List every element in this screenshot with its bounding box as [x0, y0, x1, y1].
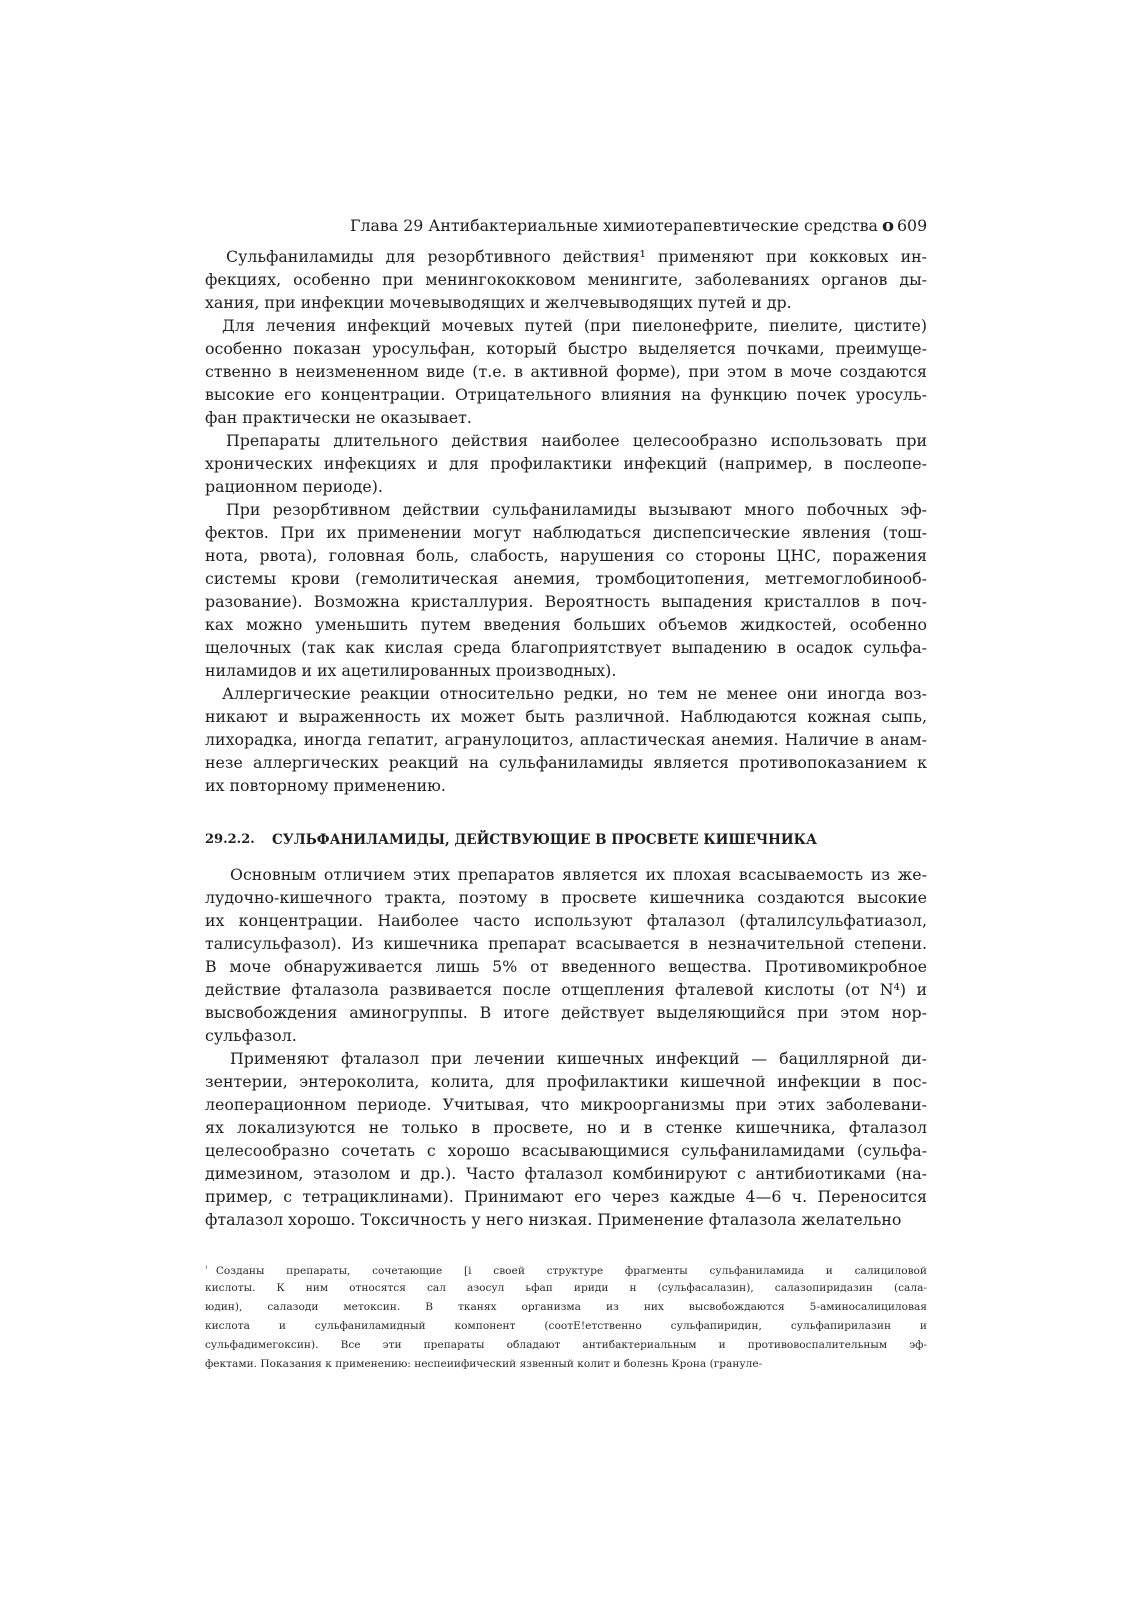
- footnote-line: кислота и сульфаниламидный компонент (соотЕ!етственно сульфапиридин, сульфапирилазин и: [205, 1320, 927, 1332]
- text-line: ках можно уменьшить путем введения больших объемов жидкостей, особенно: [205, 615, 927, 634]
- text-line: действие фталазола развивается после отщепления фталевой кислоты (от N⁴) и: [205, 980, 927, 999]
- text-line: особенно показан уросульфан, который быстро выделяется почками, преимуще-: [205, 339, 927, 358]
- page-number: 609: [896, 216, 928, 235]
- text-line: ниламидов и их ацетилированных производных).: [205, 661, 617, 680]
- text-line: незе аллергических реакций на сульфаниламиды является противопоказанием к: [205, 753, 927, 772]
- text-line: их повторному применению.: [205, 776, 446, 795]
- running-title: Глава 29 Антибактериальные химиотерапевтические средства: [350, 216, 878, 235]
- text-line: фекциях, особенно при менингококковом менингите, заболеваниях органов ды-: [205, 270, 927, 289]
- separator-mark: о: [881, 215, 894, 236]
- text-line: фталазол хорошо. Токсичность у него низкая. Применение фталазола желательно: [205, 1210, 902, 1229]
- running-header: [350, 213, 927, 239]
- text-line: рационном периоде).: [205, 477, 383, 496]
- text-line: высокие его концентрации. Отрицательного влияния на функцию почек уросуль-: [205, 385, 927, 404]
- text-line: хронических инфекциях и для профилактики инфекций (например, в послеопе-: [205, 454, 927, 473]
- text-line: Основным отличием этих препаратов является их плохая всасываемость из же-: [230, 865, 927, 884]
- text-line: лудочно-кишечного тракта, поэтому в просвете кишечника создаются высокие: [205, 888, 927, 907]
- text-line: фектов. При их применении могут наблюдаться диспепсические явления (тош-: [205, 523, 927, 542]
- footnote-text: Созданы препараты, сочетающие [i своей структуре фрагменты сульфаниламида и салициловой: [215, 1265, 927, 1277]
- footnote-line: фектами. Показания к применению: неспеиифический язвенный колит и болезнь Крона (грануле-: [205, 1358, 763, 1370]
- footnote-line: юдин), салазоди метоксин. В тканях организма из них высвобождаются 5-аминосалициловая: [205, 1301, 927, 1313]
- text-line: пример, с тетрациклинами). Принимают его через каждые 4—6 ч. Переносится: [205, 1187, 927, 1206]
- text-line: целесообразно сочетать с хорошо всасывающимися сульфаниламидами (сульфа-: [205, 1141, 927, 1160]
- footnote-line: [205, 1261, 927, 1278]
- text-line: их концентрации. Наиболее часто используют фталазол (фталилсульфатиазол,: [205, 911, 927, 930]
- text-line: зентерии, энтероколита, колита, для профилактики кишечной инфекции в пос-: [205, 1072, 927, 1091]
- text-line: сульфазол.: [205, 1026, 297, 1045]
- text-line: димезином, этазолом и др.). Часто фталазол комбинируют с антибиотиками (на-: [205, 1164, 927, 1183]
- text-line: Применяют фталазол при лечении кишечных инфекций — бациллярной ди-: [230, 1049, 927, 1068]
- text-line: Аллергические реакции относительно редки, но тем не менее они иногда воз-: [222, 684, 927, 703]
- text-line: леоперационном периоде. Учитывая, что микроорганизмы при этих заболевани-: [205, 1095, 927, 1114]
- text-line: фан практически не оказывает.: [205, 408, 472, 427]
- text-line: При резорбтивном действии сульфаниламиды вызывают много побочных эф-: [226, 500, 927, 519]
- section-title: СУЛЬФАНИЛАМИДЫ, ДЕЙСТВУЮЩИЕ В ПРОСВЕТЕ КИШЕЧНИКА: [272, 832, 817, 848]
- text-line: Сульфаниламиды для резорбтивного действия¹ применяют при кокковых ин-: [226, 247, 927, 266]
- text-line: Для лечения инфекций мочевых путей (при пиелонефрите, пиелите, цистите): [222, 316, 927, 335]
- text-line: разование). Возможна кристаллурия. Вероятность выпадения кристаллов в поч-: [205, 592, 927, 611]
- footnote-line: сульфадимегоксин). Все эти препараты обладают антибактериальным и противовоспалительным эф-: [205, 1339, 927, 1351]
- text-line: талисульфазол). Из кишечника препарат всасывается в незначительной степени.: [205, 934, 927, 953]
- text-line: щелочных (так как кислая среда благоприятствует выпадению в осадок сульфа-: [205, 638, 927, 657]
- text-line: никают и выраженность их может быть различной. Наблюдаются кожная сыпь,: [205, 707, 927, 726]
- text-line: системы крови (гемолитическая анемия, тромбоцитопения, метгемоглобинооб-: [205, 569, 927, 588]
- text-line: ях локализуются не только в просвете, но и в стенке кишечника, фталазол: [205, 1118, 927, 1137]
- text-line: лихорадка, иногда гепатит, агранулоцитоз, апластическая анемия. Наличие в анам-: [205, 730, 927, 749]
- text-line: нота, рвота), головная боль, слабость, нарушения со стороны ЦНС, поражения: [205, 546, 927, 565]
- text-line: хания, при инфекции мочевыводящих и желчевыводящих путей и др.: [205, 293, 792, 312]
- text-line: Препараты длительного действия наиболее целесообразно использовать при: [226, 431, 927, 450]
- text-line: ственно в неизмененном виде (т.е. в активной форме), при этом в моче создаются: [205, 362, 927, 381]
- footnote-line: кислоты. К ним относятся сал азосул ьфап ириди н (сульфасалазин), салазопиридазин (сала-: [205, 1282, 927, 1294]
- text-line: высвобождения аминогруппы. В итоге действует выделяющийся при этом нор-: [205, 1003, 927, 1022]
- text-line: В моче обнаруживается лишь 5% от введенного вещества. Противомикробное: [205, 957, 927, 976]
- section-number: 29.2.2.: [205, 832, 255, 847]
- footnote-marker: ¹: [205, 1265, 208, 1273]
